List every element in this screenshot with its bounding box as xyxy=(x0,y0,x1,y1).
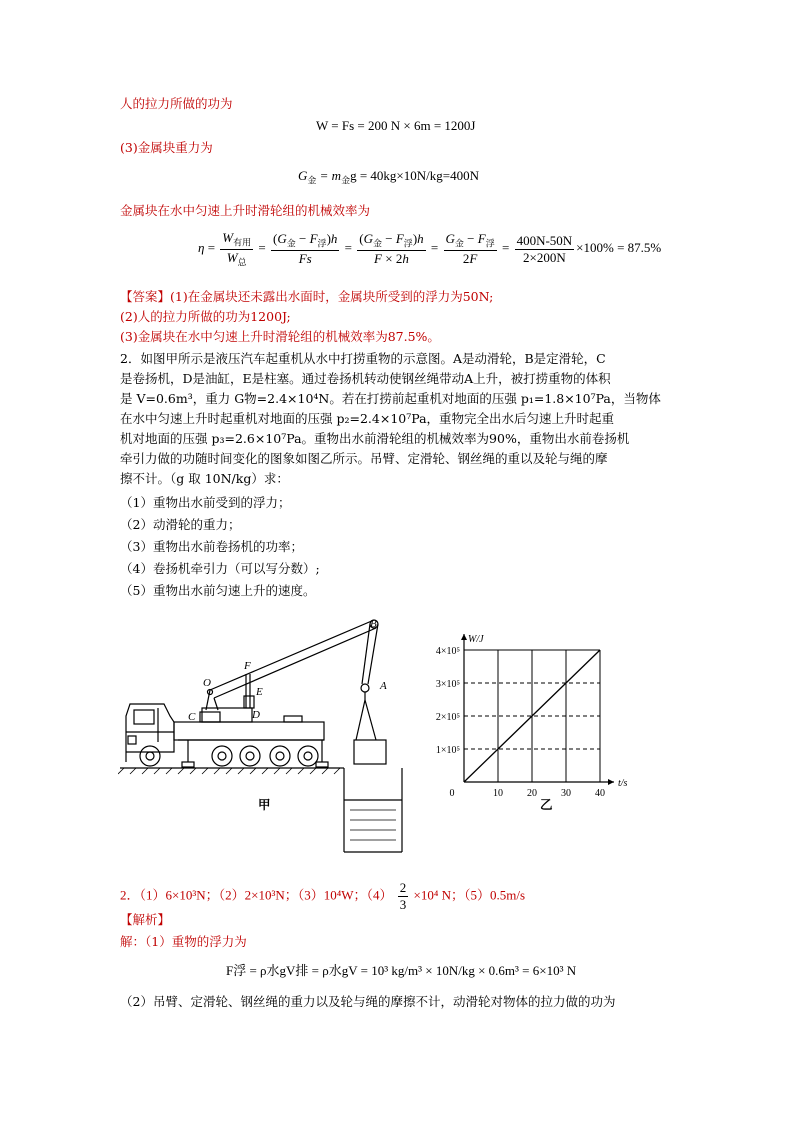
x-tick-label: 30 xyxy=(561,788,571,799)
question-2-line-e: 机对地面的压强 p₃=2.6×10⁷Pa。重物出水前滑轮组的机械效率为90%，重物出水前卷扬机 xyxy=(120,431,630,446)
question-2-line-c: 是 V=0.6m³，重力 G物=2.4×10⁴N。若在打捞前起重机对地面的压强 p₁=1.8×10⁷Pa，当物体 xyxy=(120,391,661,406)
x-axis-arrow xyxy=(608,779,614,785)
y-tick-label: 4×10⁵ xyxy=(435,646,460,657)
efficiency-intro-text: 金属块在水中匀速上升时滑轮组的机械效率为 xyxy=(120,203,371,218)
sub-question-3: （3）重物出水前卷扬机的功率； xyxy=(120,539,303,554)
question-2-line-a: 2．如图甲所示是液压汽车起重机从水中打捞重物的示意图。A是动滑轮，B是定滑轮，C xyxy=(120,351,606,366)
efficiency-formula: η = $\frac{W_{有用}}{W_总}$ = $\frac{(G_金 - F_浮)h}{Fs}$ = $\frac{(G_金 - F_浮)h}{F \times 2h}$ = $\frac{G_金 - F_浮}{2F}$ = $\frac{400N-50N}{2\times 200N}$ ×100% = 87.5% xyxy=(198,230,662,268)
label-f: F xyxy=(244,660,251,672)
x-tick-label: 40 xyxy=(595,788,605,799)
question-2-line-g: 擦不计。（g 取 10N/kg）求： xyxy=(120,471,289,486)
sub-question-1: （1）重物出水前受到的浮力； xyxy=(120,495,291,510)
sub-question-2: （2）动滑轮的重力； xyxy=(120,517,241,532)
work-intro-text: 人的拉力所做的功为 xyxy=(120,96,233,111)
sub-question-4: （4）卷扬机牵引力（可以写分数）; xyxy=(120,561,320,576)
analysis-heading: 【解析】 xyxy=(120,912,171,927)
solution-line-2: （2）吊臂、定滑轮、钢丝绳的重力以及轮与绳的摩擦不计，动滑轮对物体的拉力做的功为 xyxy=(120,994,616,1009)
x-tick-label: 10 xyxy=(493,788,503,799)
y-tick-label: 2×10⁵ xyxy=(435,712,460,723)
x-tick-label: 0 xyxy=(449,788,455,799)
q2-answer-line: 2．（1）6×10³N；（2）2×10³N；（3）10⁴W；（4） $\frac{2}{3}$ ×10⁴ N；（5）0.5m/s xyxy=(120,880,526,912)
x-axis-label: t/s xyxy=(618,778,628,789)
solution-line-1: 解：（1）重物的浮力为 xyxy=(120,934,247,949)
buoyancy-equation: F浮 = ρ水gV排 = ρ水gV = 10³ kg/m³ × 10N/kg × 0.6m³ = 6×10³ N xyxy=(226,963,577,978)
work-equation: W = Fs = 200 N × 6m = 1200J xyxy=(316,118,476,133)
label-o: O xyxy=(203,677,211,689)
x-tick-label: 20 xyxy=(527,788,537,799)
figure-jia-caption: 甲 xyxy=(258,797,271,812)
question-2-line-d: 在水中匀速上升时起重机对地面的压强 p₂=2.4×10⁷Pa，重物完全出水后匀速上升时起重 xyxy=(120,411,615,426)
sub-question-5: （5）重物出水前匀速上升的速度。 xyxy=(120,583,316,598)
question-2-line-f: 牵引力做的功随时间变化的图象如图乙所示。吊臂、定滑轮、钢丝绳的重以及轮与绳的摩 xyxy=(120,451,608,466)
label-e: E xyxy=(256,686,263,698)
crane-diagram xyxy=(118,612,408,862)
question-2-line-b: 是卷扬机，D是油缸，E是柱塞。通过卷扬机转动使钢丝绳带动A上升，被打捞重物的体积 xyxy=(120,371,611,386)
label-b: B xyxy=(370,618,377,630)
y-tick-label: 3×10⁵ xyxy=(435,679,460,690)
label-c: C xyxy=(188,711,196,723)
y-tick-label: 1×10⁵ xyxy=(435,745,460,756)
answer-line-1: 【答案】(1)在金属块还未露出水面时，金属块所受到的浮力为50N; xyxy=(120,289,494,304)
answer-line-3: (3)金属块在水中匀速上升时滑轮组的机械效率为87.5%。 xyxy=(120,329,440,344)
work-time-chart xyxy=(420,620,640,810)
figure-yi-caption: 乙 xyxy=(540,797,553,812)
y-axis-label: W/J xyxy=(468,634,484,645)
label-d: D xyxy=(252,709,260,721)
answer-line-2: (2)人的拉力所做的功为1200J; xyxy=(120,309,291,324)
label-a: A xyxy=(380,680,387,692)
gravity-equation: $G_金 = m_金g = 40kg\times 10N/kg=400N$ xyxy=(298,168,479,186)
gravity-intro-text: (3)金属块重力为 xyxy=(120,140,213,155)
y-axis-arrow xyxy=(461,634,467,640)
